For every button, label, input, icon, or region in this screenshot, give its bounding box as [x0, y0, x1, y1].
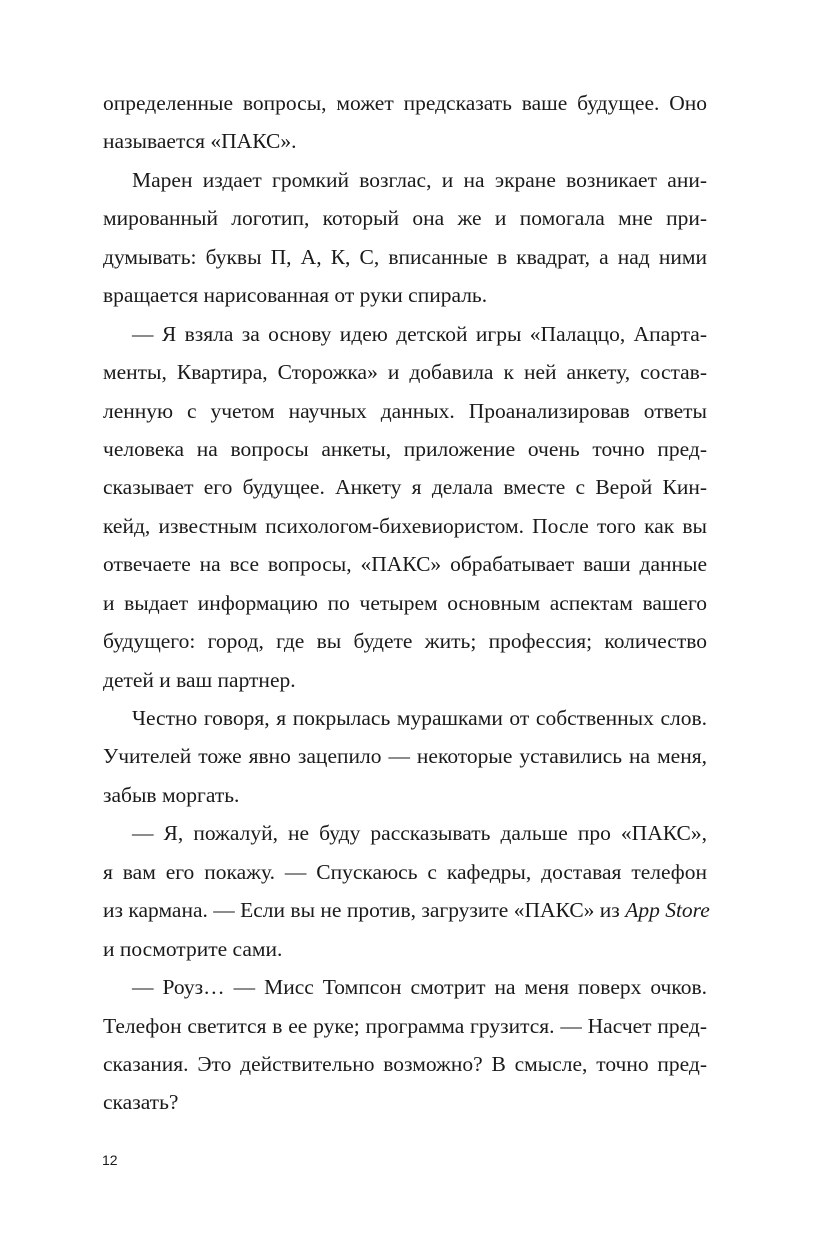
- text-line: и выдает информацию по четырем основным аспектам вашего: [103, 590, 707, 615]
- text-line: отвечаете на все вопросы, «ПАКС» обрабатывает ваши данные: [103, 552, 707, 577]
- text-line: детей и ваш партнер.: [103, 667, 296, 692]
- text-line: кейд, известным психологом-бихевиористом. После того как вы: [103, 513, 707, 538]
- text-segment: из кармана. — Если вы не против, загрузите «ПАКС» из: [103, 898, 620, 923]
- text-line: ленную с учетом научных данных. Проанализировав ответы: [103, 398, 707, 423]
- text-line: сказать?: [103, 1090, 179, 1115]
- text-line: Телефон светится в ее руке; программа грузится. — Насчет пред-: [103, 1013, 707, 1038]
- text-line: называется «ПАКС».: [103, 129, 297, 154]
- text-line: будущего: город, где вы будете жить; профессия; количество: [103, 629, 707, 654]
- text-line: Учителей тоже явно зацепило — некоторые уставились на меня,: [103, 744, 707, 769]
- text-line: мированный логотип, который она же и помогала мне при-: [103, 206, 707, 231]
- text-line: определенные вопросы, может предсказать ваше будущее. Оно: [103, 91, 707, 115]
- text-line: менты, Квартира, Сторожка» и добавила к ней анкету, состав-: [103, 360, 707, 385]
- text-line: — Я взяла за основу идею детской игры «Палаццо, Апарта-: [132, 321, 707, 346]
- text-line: вращается нарисованная от руки спираль.: [103, 283, 488, 308]
- text-line: я вам его покажу. — Спускаюсь с кафедры, доставая телефон: [103, 859, 707, 884]
- text-line: и посмотрите сами.: [103, 936, 283, 961]
- text-line: Честно говоря, я покрылась мурашками от собственных слов.: [132, 706, 707, 730]
- text-line: сказания. Это действительно возможно? В смысле, точно пред-: [103, 1051, 707, 1076]
- page-body: [103, 84, 710, 1122]
- text-line: забыв моргать.: [103, 782, 240, 807]
- text-line: сказывает его будущее. Анкету я делала вместе с Верой Кин-: [103, 475, 707, 500]
- text-line: человека на вопросы анкеты, приложение очень точно пред-: [103, 436, 707, 461]
- italic-term: App Store: [625, 898, 710, 923]
- text-line: — Роуз… — Мисс Томпсон смотрит на меня поверх очков.: [132, 975, 707, 1000]
- text-line-with-italic: [103, 891, 710, 929]
- page-number: 12: [102, 1152, 118, 1168]
- text-line: — Я, пожалуй, не буду рассказывать дальше про «ПАКС»,: [132, 821, 707, 846]
- text-line: Марен издает громкий возглас, и на экране возникает ани-: [132, 167, 707, 192]
- text-line: думывать: буквы П, А, К, С, вписанные в квадрат, а над ними: [103, 244, 707, 269]
